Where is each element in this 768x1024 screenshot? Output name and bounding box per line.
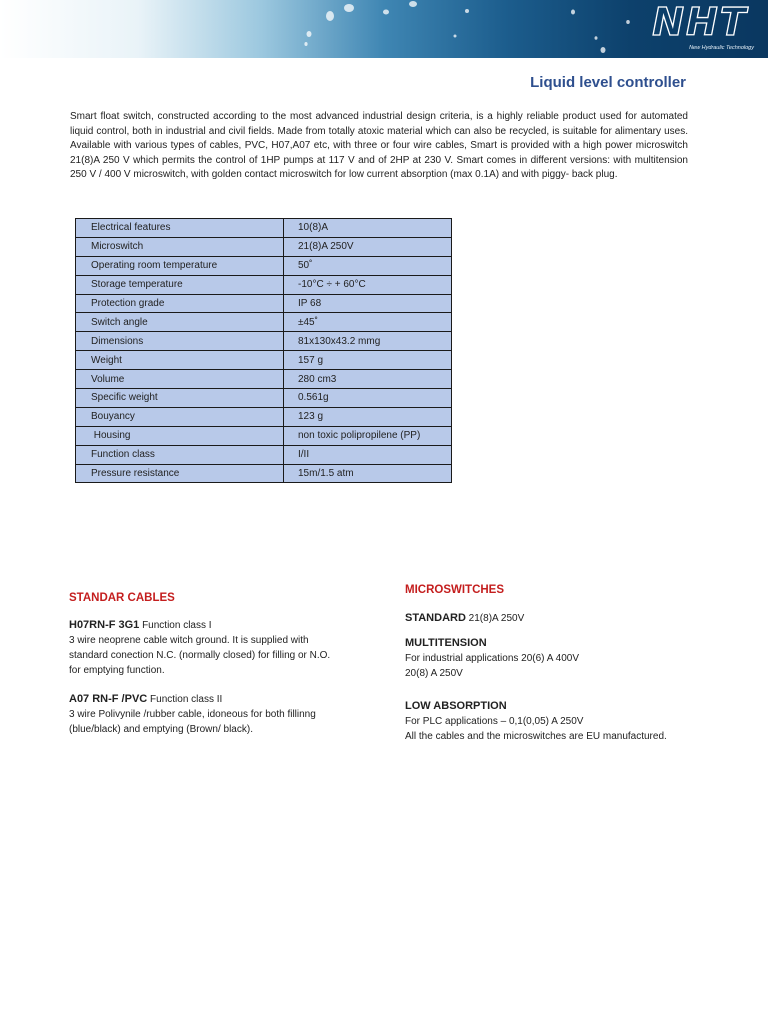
low-absorption-line-2: All the cables and the microswitches are EU manufactured. [405,731,667,742]
logo-text: NHT [652,0,748,44]
spec-row [76,426,452,445]
spec-value: 157 g [284,351,452,370]
microswitch-multitension [405,636,735,681]
spec-value: 50˚ [284,256,452,275]
spec-value: 10(8)A [284,219,452,238]
cable-h07-line-1: 3 wire neoprene cable witch ground. It is supplied with [69,635,309,646]
cable-a07-line-2: (blue/black) and emptying (Brown/ black). [69,724,253,735]
spec-label: Specific weight [76,389,284,408]
spec-value: 21(8)A 250V [284,237,452,256]
spec-value: I/II [284,445,452,464]
multitension-label: MULTITENSION [405,637,487,649]
spec-row [76,351,452,370]
spec-label: Pressure resistance [76,464,284,483]
multitension-line-2: 20(8) A 250V [405,668,463,679]
low-absorption-label: LOW ABSORPTION [405,700,507,712]
spec-label: Volume [76,370,284,389]
spec-label: Function class [76,445,284,464]
spec-row [76,389,452,408]
spec-value: 123 g [284,407,452,426]
cable-a07-class: Function class II [147,694,223,705]
spec-label: Housing [76,426,284,445]
cable-h07-code: H07RN-F 3G1 [69,619,140,631]
microswitch-low-absorption [405,699,745,744]
cable-h07-section [69,618,379,678]
standard-label: STANDARD [405,612,466,624]
intro-paragraph: Smart float switch, constructed according to the most advanced industrial design criteria, is a highly reliable product used for automated liquid control, both in industrial and civil fields. Made from totally atoxic material which can also be recycled, is suitable for alimentary uses. Available with various types of cables, PVC, H07,A07 etc, with three or four wire cables, Smart is provided with a high power microswitch 21(8)A 250 V which permits the control of 1HP pumps at 117 V and of 2HP at 230 V. Smart comes in different versions: with multitension 250 V / 400 V microswitch, with golden contact microswitch for low current absorption (max 0.1A) and with piggy- back plug. [70,111,688,180]
spec-label: Operating room temperature [76,256,284,275]
spec-value: 0.561g [284,389,452,408]
specifications-table [75,218,452,483]
cable-h07-line-3: for emptying function. [69,665,165,676]
standard-cables-heading: STANDAR CABLES [69,592,175,604]
cable-a07-section [69,692,379,737]
spec-value: IP 68 [284,294,452,313]
cable-h07-line-2: standard conection N.C. (normally closed) for filling or N.O. [69,650,331,661]
spec-value: 81x130x43.2 mmg [284,332,452,351]
spec-value: non toxic polipropilene (PP) [284,426,452,445]
spec-row [76,332,452,351]
microswitch-standard [405,611,735,626]
spec-label: Switch angle [76,313,284,332]
spec-row [76,370,452,389]
spec-value: 280 cm3 [284,370,452,389]
spec-label: Storage temperature [76,275,284,294]
standard-value: 21(8)A 250V [465,613,525,624]
spec-row [76,256,452,275]
spec-row [76,237,452,256]
spec-label: Weight [76,351,284,370]
cable-a07-code: A07 RN-F /PVC [69,693,148,705]
spec-label: Microswitch [76,237,284,256]
nht-logo [642,2,758,52]
spec-row [76,464,452,483]
spec-value: -10°C ÷ + 60°C [284,275,452,294]
spec-label: Protection grade [76,294,284,313]
spec-value: ±45˚ [284,313,452,332]
spec-row [76,294,452,313]
spec-value: 15m/1.5 atm [284,464,452,483]
cable-h07-class: Function class I [139,620,212,631]
spec-row [76,219,452,238]
logo-tagline: New Hydraulic Technology [689,45,754,51]
spec-label: Electrical features [76,219,284,238]
spec-label: Dimensions [76,332,284,351]
header-banner [0,0,768,58]
spec-row [76,275,452,294]
spec-row [76,313,452,332]
microswitches-heading: MICROSWITCHES [405,584,505,596]
page-title: Liquid level controller [530,74,686,91]
cable-a07-line-1: 3 wire Polivynile /rubber cable, idoneous for both fillinng [69,709,316,720]
multitension-line-1: For industrial applications 20(6) A 400V [405,653,579,664]
spec-row [76,445,452,464]
spec-label: Bouyancy [76,407,284,426]
low-absorption-line-1: For PLC applications – 0,1(0,05) A 250V [405,716,584,727]
spec-row [76,407,452,426]
